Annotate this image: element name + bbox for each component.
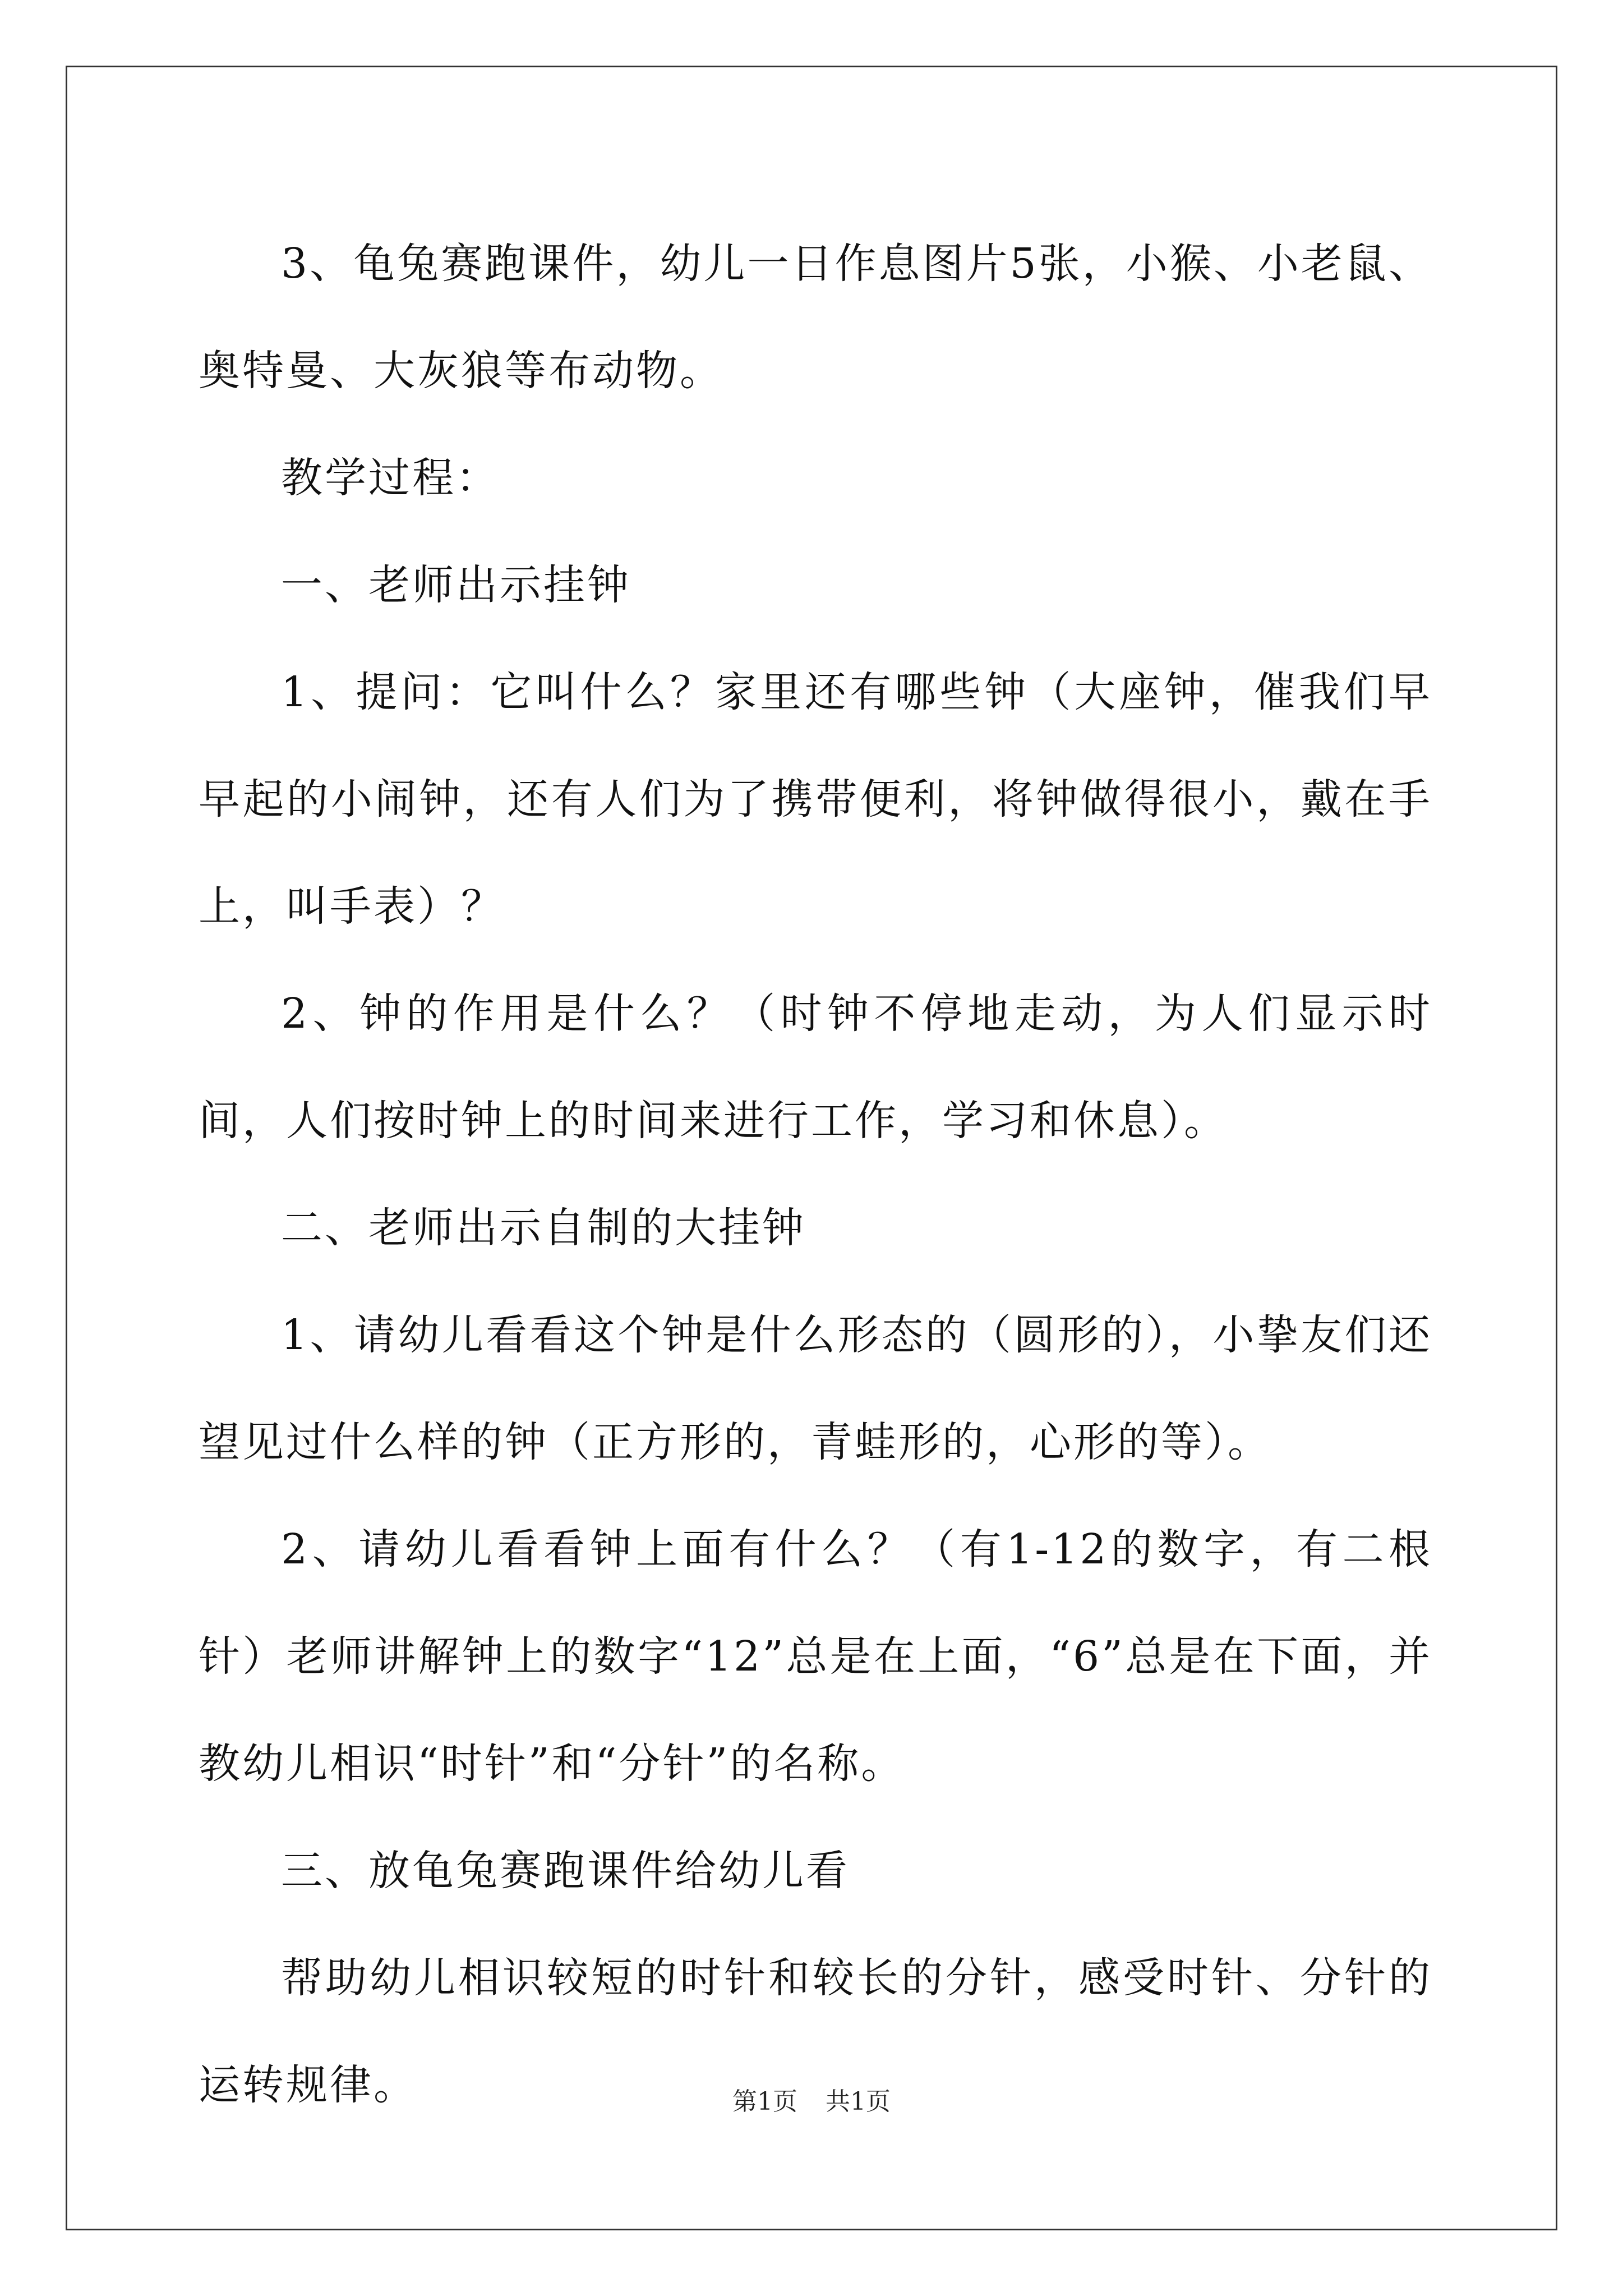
paragraph-materials: 3、龟兔赛跑课件，幼儿一日作息图片5张，小猴、小老鼠、奥特曼、大灰狼等布动物。	[199, 240, 1432, 395]
paragraph-section-two: 二、老师出示自制的大挂钟	[281, 1204, 806, 1252]
paragraph-clock-shape: 1、请幼儿看看这个钟是什么形态的（圆形的），小挚友们还望见过什么样的钟（正方形的，青蛙形的，心形的等）。	[199, 1311, 1432, 1466]
paragraph-section-one: 一、老师出示挂钟	[281, 561, 631, 609]
paragraph-hands-rule: 帮助幼儿相识较短的时针和较长的分针，感受时针、分针的运转规律。	[199, 1954, 1432, 2109]
paragraph-section-three: 三、放龟兔赛跑课件给幼儿看	[281, 1847, 850, 1895]
document-body	[199, 210, 1432, 2139]
paragraph-process-heading: 教学过程：	[281, 454, 500, 502]
page-number: 第1页	[732, 2087, 797, 2116]
paragraph-question-clock: 1、提问：它叫什么？家里还有哪些钟（大座钟，催我们早早起的小闹钟，还有人们为了携带便利，将钟做得很小，戴在手上，叫手表）？	[199, 668, 1432, 931]
paragraph-clock-function: 2、钟的作用是什么？（时钟不停地走动，为人们显示时间，人们按时钟上的时间来进行工作，学习和休息）。	[199, 990, 1432, 1145]
page-total: 共1页	[826, 2087, 891, 2116]
paragraph-clock-face: 2、请幼儿看看钟上面有什么？（有1-12的数字，有二根针）老师讲解钟上的数字“12”总是在上面，“6”总是在下面，并教幼儿相识“时针”和“分针”的名称。	[199, 1525, 1432, 1788]
page-footer	[0, 2081, 1623, 2117]
